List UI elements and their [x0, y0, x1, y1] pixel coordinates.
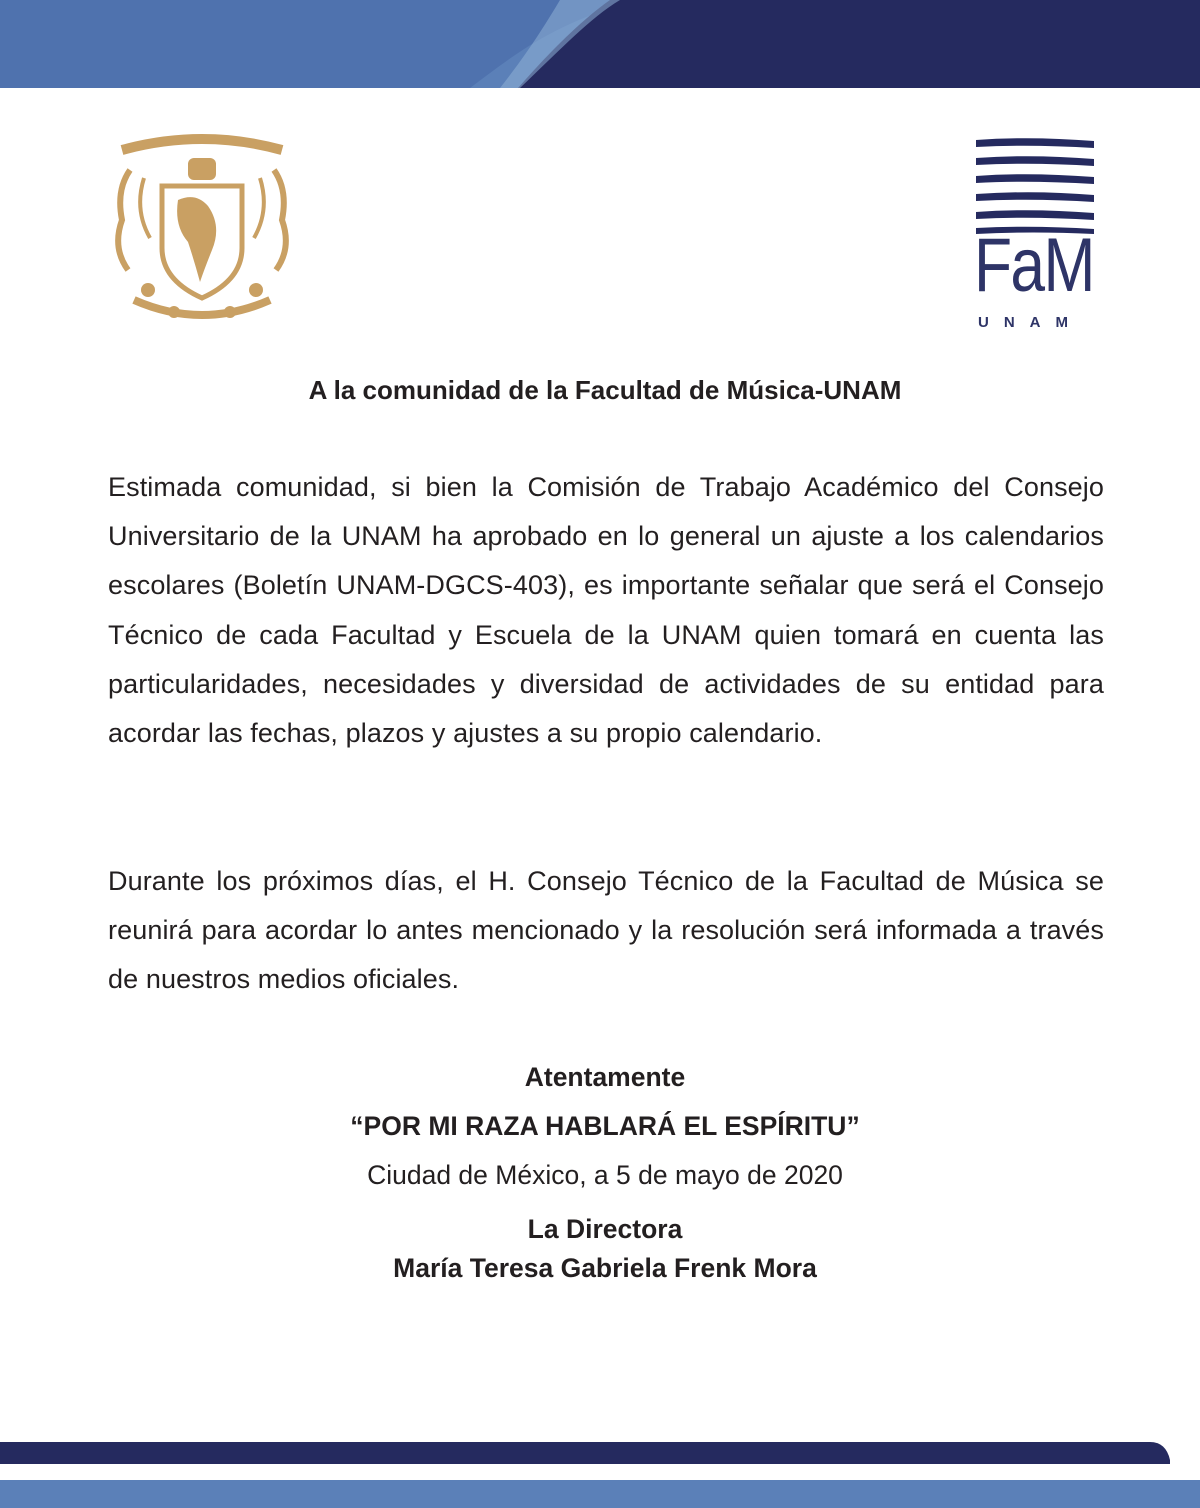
fam-unam-label: UNAM [978, 314, 1083, 331]
signer-title: La Directora [527, 1214, 683, 1244]
header-wave-band [0, 0, 1200, 92]
letter-paragraph-1: Estimada comunidad, si bien la Comisión de Trabajo Académico del Consejo Universitario de la UNAM ha aprobado en lo general un ajuste a los calendarios escolares (Boletín UNAM-DGCS-403), es importante señalar que será el Consejo Técnico de cada Facultad y Escuela de la UNAM quien tomará en cuenta las particularidades, necesidades y diversidad de actividades de su entidad para acordar las fechas, plazos y ajustes a su propio calendario. [108, 472, 1104, 749]
signer-name: María Teresa Gabriela Frenk Mora [393, 1253, 817, 1283]
closing-salutation: Atentamente [524, 1062, 686, 1092]
fam-wordmark: FaM [974, 223, 1094, 308]
footer-band [0, 1430, 1200, 1508]
fam-stripes-icon [970, 134, 1100, 234]
fam-unam-logo [970, 134, 1104, 334]
letter-heading: A la comunidad de la Facultad de Música-UNAM [308, 375, 902, 405]
unam-seal-icon [104, 130, 300, 330]
closing-place-date: Ciudad de México, a 5 de mayo de 2020 [367, 1160, 843, 1190]
closing-motto: “POR MI RAZA HABLARÁ EL ESPÍRITU” [350, 1111, 860, 1141]
letter-paragraph-2: Durante los próximos días, el H. Consejo Técnico de la Facultad de Música se reunirá para acordar lo antes mencionado y la resolución será informada a través de nuestros medios oficiales. [108, 866, 1104, 995]
